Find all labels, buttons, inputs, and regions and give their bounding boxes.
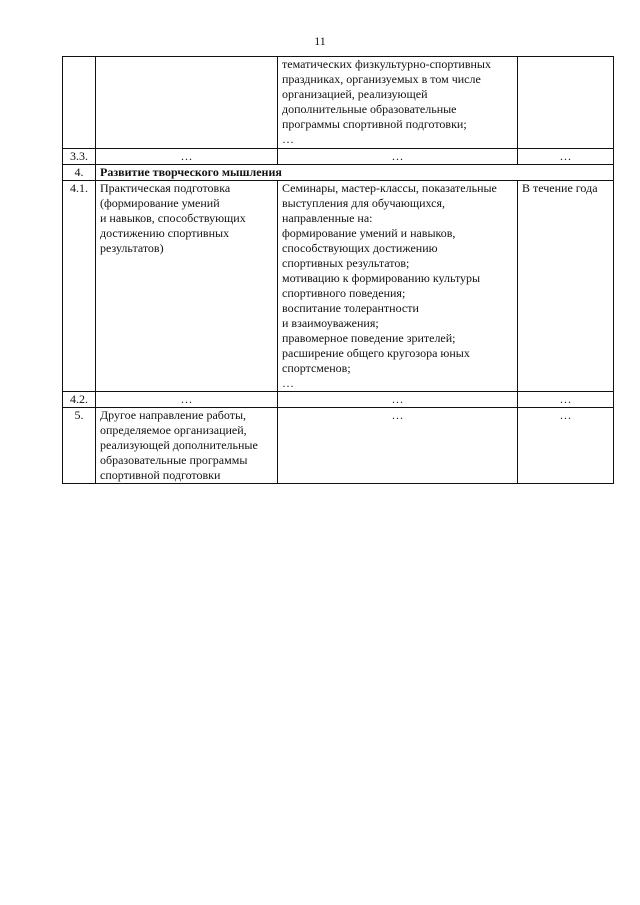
table-row-continuation bbox=[63, 57, 614, 149]
activity-line: Семинары, мастер-классы, показательные bbox=[282, 181, 497, 195]
section-title: Развитие творческого мышления bbox=[96, 165, 614, 181]
direction-cell bbox=[96, 57, 278, 149]
direction-line: и навыков, способствующих bbox=[100, 211, 246, 225]
activity-line: направленные на: bbox=[282, 211, 373, 225]
activity-line: … bbox=[282, 132, 294, 146]
direction-cell: … bbox=[96, 149, 278, 165]
term-cell: … bbox=[518, 392, 614, 408]
table-row-4-2 bbox=[63, 392, 614, 408]
activity-line: способствующих достижению bbox=[282, 241, 438, 255]
direction-cell bbox=[96, 408, 278, 484]
table-row-section-4 bbox=[63, 165, 614, 181]
activity-line: правомерное поведение зрителей; bbox=[282, 331, 456, 345]
row-number: 4.2. bbox=[63, 392, 96, 408]
row-number: 4.1. bbox=[63, 181, 96, 392]
term-cell bbox=[518, 57, 614, 149]
term-cell: … bbox=[518, 408, 614, 484]
activity-line: воспитание толерантности bbox=[282, 301, 419, 315]
direction-line: (формирование умений bbox=[100, 196, 220, 210]
activity-line: … bbox=[282, 376, 294, 390]
term-cell: … bbox=[518, 149, 614, 165]
activity-line: спортивных результатов; bbox=[282, 256, 410, 270]
page-number: 11 bbox=[314, 34, 326, 48]
activity-line: формирование умений и навыков, bbox=[282, 226, 456, 240]
activity-line: дополнительные образовательные bbox=[282, 102, 457, 116]
row-number: 4. bbox=[63, 165, 96, 181]
table-row-5 bbox=[63, 408, 614, 484]
activities-cell bbox=[278, 181, 518, 392]
activity-line: спортсменов; bbox=[282, 361, 351, 375]
activities-cell bbox=[278, 57, 518, 149]
row-number-cell bbox=[63, 57, 96, 149]
activity-line: праздниках, организуемых в том числе bbox=[282, 72, 481, 86]
direction-line: результатов) bbox=[100, 241, 164, 255]
direction-line: образовательные программы bbox=[100, 453, 248, 467]
activity-line: программы спортивной подготовки; bbox=[282, 117, 467, 131]
term-cell: В течение года bbox=[518, 181, 614, 392]
direction-line: спортивной подготовки bbox=[100, 468, 221, 482]
activity-line: мотивацию к формированию культуры bbox=[282, 271, 481, 285]
activity-line: расширение общего кругозора юных bbox=[282, 346, 470, 360]
activity-line: выступления для обучающихся, bbox=[282, 196, 445, 210]
table-row-4-1 bbox=[63, 181, 614, 392]
activities-cell: … bbox=[278, 408, 518, 484]
row-number: 3.3. bbox=[63, 149, 96, 165]
activities-cell: … bbox=[278, 149, 518, 165]
plan-table bbox=[62, 56, 614, 484]
table-row-3-3 bbox=[63, 149, 614, 165]
activity-line: спортивного поведения; bbox=[282, 286, 406, 300]
direction-line: определяемое организацией, bbox=[100, 423, 247, 437]
direction-line: Практическая подготовка bbox=[100, 181, 231, 195]
direction-cell bbox=[96, 181, 278, 392]
activity-line: и взаимоуважения; bbox=[282, 316, 379, 330]
row-number: 5. bbox=[63, 408, 96, 484]
direction-cell: … bbox=[96, 392, 278, 408]
direction-line: достижению спортивных bbox=[100, 226, 230, 240]
activity-line: тематических физкультурно-спортивных bbox=[282, 57, 491, 71]
direction-line: реализующей дополнительные bbox=[100, 438, 258, 452]
activity-line: организацией, реализующей bbox=[282, 87, 428, 101]
direction-line: Другое направление работы, bbox=[100, 408, 247, 422]
activities-cell: … bbox=[278, 392, 518, 408]
